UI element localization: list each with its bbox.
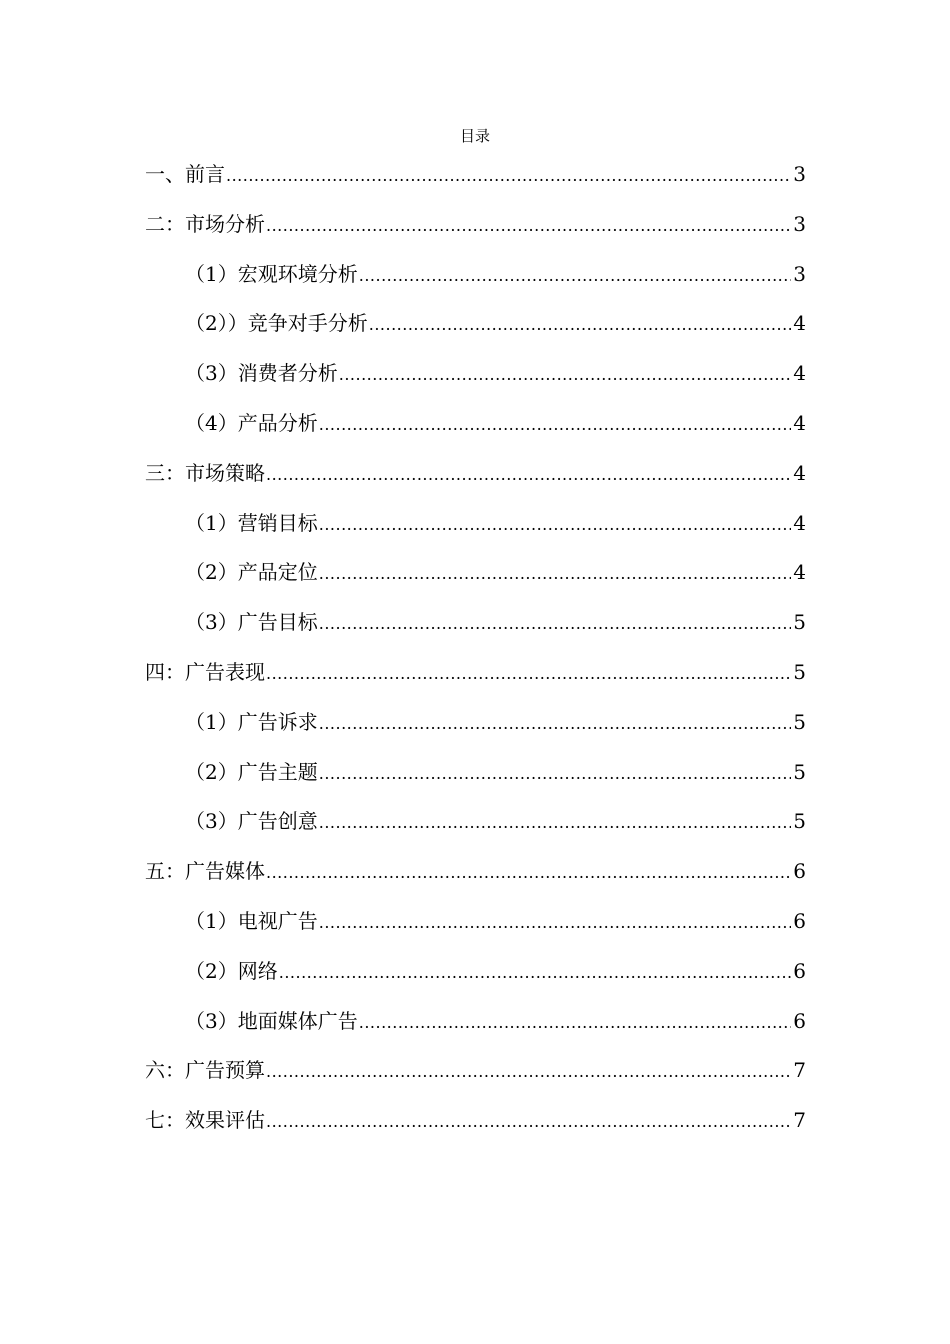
toc-title: 目录 bbox=[459, 127, 490, 145]
toc-entry-label: （4）产品分析 bbox=[185, 410, 318, 435]
toc-entry[interactable] bbox=[145, 1096, 806, 1146]
toc-page-number: 6 bbox=[793, 1008, 806, 1033]
toc-entry[interactable] bbox=[145, 200, 806, 250]
toc-entry-label: 六：广告预算 bbox=[145, 1058, 265, 1083]
toc-dot-leader bbox=[265, 201, 791, 251]
toc-entry-label: 二：市场分析 bbox=[145, 211, 265, 236]
toc-dot-leader bbox=[225, 151, 791, 201]
toc-entry-label: （2）产品定位 bbox=[185, 560, 318, 585]
toc-page-number: 7 bbox=[793, 1108, 806, 1133]
toc-entry[interactable] bbox=[145, 150, 806, 200]
toc-dot-leader bbox=[265, 1097, 791, 1147]
toc-entry[interactable] bbox=[145, 449, 806, 499]
toc-dot-leader bbox=[338, 350, 792, 400]
toc-entry-label: （3）广告创意 bbox=[185, 809, 318, 834]
toc-entry[interactable] bbox=[145, 897, 806, 947]
toc-dot-leader bbox=[318, 749, 792, 799]
toc-entry[interactable] bbox=[145, 598, 806, 648]
toc-page-number: 4 bbox=[793, 510, 806, 535]
toc-entry[interactable] bbox=[145, 748, 806, 798]
toc-dot-leader bbox=[318, 798, 792, 848]
toc-entry[interactable] bbox=[145, 1046, 806, 1096]
toc-entry-label: （3）消费者分析 bbox=[185, 361, 338, 386]
toc-entry[interactable] bbox=[145, 648, 806, 698]
toc-dot-leader bbox=[265, 848, 791, 898]
toc-dot-leader bbox=[318, 699, 792, 749]
table-of-contents bbox=[145, 150, 806, 1146]
toc-dot-leader bbox=[318, 400, 792, 450]
toc-entry-label: （1）电视广告 bbox=[185, 908, 318, 933]
toc-entry[interactable] bbox=[145, 997, 806, 1047]
toc-dot-leader bbox=[318, 549, 792, 599]
toc-entry[interactable] bbox=[145, 548, 806, 598]
toc-dot-leader bbox=[358, 251, 792, 301]
toc-dot-leader bbox=[265, 1047, 791, 1097]
toc-entry-label: 一、前言 bbox=[145, 162, 225, 186]
toc-dot-leader bbox=[265, 450, 791, 500]
toc-page-number: 3 bbox=[793, 211, 806, 236]
toc-entry[interactable] bbox=[145, 947, 806, 997]
toc-page-number: 4 bbox=[793, 410, 806, 435]
toc-page-number: 4 bbox=[793, 311, 806, 336]
toc-entry-label: （1）营销目标 bbox=[185, 510, 318, 535]
toc-entry[interactable] bbox=[145, 299, 806, 349]
toc-entry[interactable] bbox=[145, 250, 806, 300]
toc-page-number: 6 bbox=[793, 908, 806, 933]
toc-entry-label: （2）网络 bbox=[185, 958, 278, 983]
toc-dot-leader bbox=[358, 998, 792, 1048]
toc-entry-label: （2））竞争对手分析 bbox=[185, 311, 368, 336]
toc-entry-label: 七：效果评估 bbox=[145, 1108, 265, 1133]
toc-entry[interactable] bbox=[145, 349, 806, 399]
toc-entry[interactable] bbox=[145, 499, 806, 549]
toc-dot-leader bbox=[318, 500, 792, 550]
toc-entry-label: 三：市场策略 bbox=[145, 460, 265, 485]
toc-entry-label: 五：广告媒体 bbox=[145, 859, 265, 884]
toc-page-number: 4 bbox=[793, 361, 806, 386]
toc-page-number: 6 bbox=[793, 958, 806, 983]
toc-dot-leader bbox=[368, 300, 792, 350]
toc-page-number: 3 bbox=[793, 261, 806, 286]
toc-entry[interactable] bbox=[145, 399, 806, 449]
toc-page-number: 5 bbox=[793, 809, 806, 834]
toc-page-number: 4 bbox=[793, 460, 806, 485]
toc-entry-label: （1）宏观环境分析 bbox=[185, 261, 358, 286]
toc-page-number: 7 bbox=[793, 1058, 806, 1083]
toc-entry-label: 四：广告表现 bbox=[145, 659, 265, 684]
toc-entry-label: （1）广告诉求 bbox=[185, 709, 318, 734]
toc-dot-leader bbox=[318, 898, 792, 948]
toc-entry[interactable] bbox=[145, 797, 806, 847]
toc-dot-leader bbox=[278, 948, 792, 998]
toc-page-number: 4 bbox=[793, 560, 806, 585]
toc-page-number: 5 bbox=[793, 709, 806, 734]
toc-entry[interactable] bbox=[145, 698, 806, 748]
toc-dot-leader bbox=[265, 649, 791, 699]
toc-page-number: 5 bbox=[793, 759, 806, 784]
toc-entry[interactable] bbox=[145, 847, 806, 897]
toc-entry-label: （3）地面媒体广告 bbox=[185, 1008, 358, 1033]
toc-entry-label: （2）广告主题 bbox=[185, 759, 318, 784]
toc-entry-label: （3）广告目标 bbox=[185, 610, 318, 635]
toc-dot-leader bbox=[318, 599, 792, 649]
toc-page-number: 5 bbox=[793, 610, 806, 635]
toc-page-number: 6 bbox=[793, 859, 806, 884]
toc-page-number: 5 bbox=[793, 659, 806, 684]
toc-page-number: 3 bbox=[793, 162, 806, 186]
